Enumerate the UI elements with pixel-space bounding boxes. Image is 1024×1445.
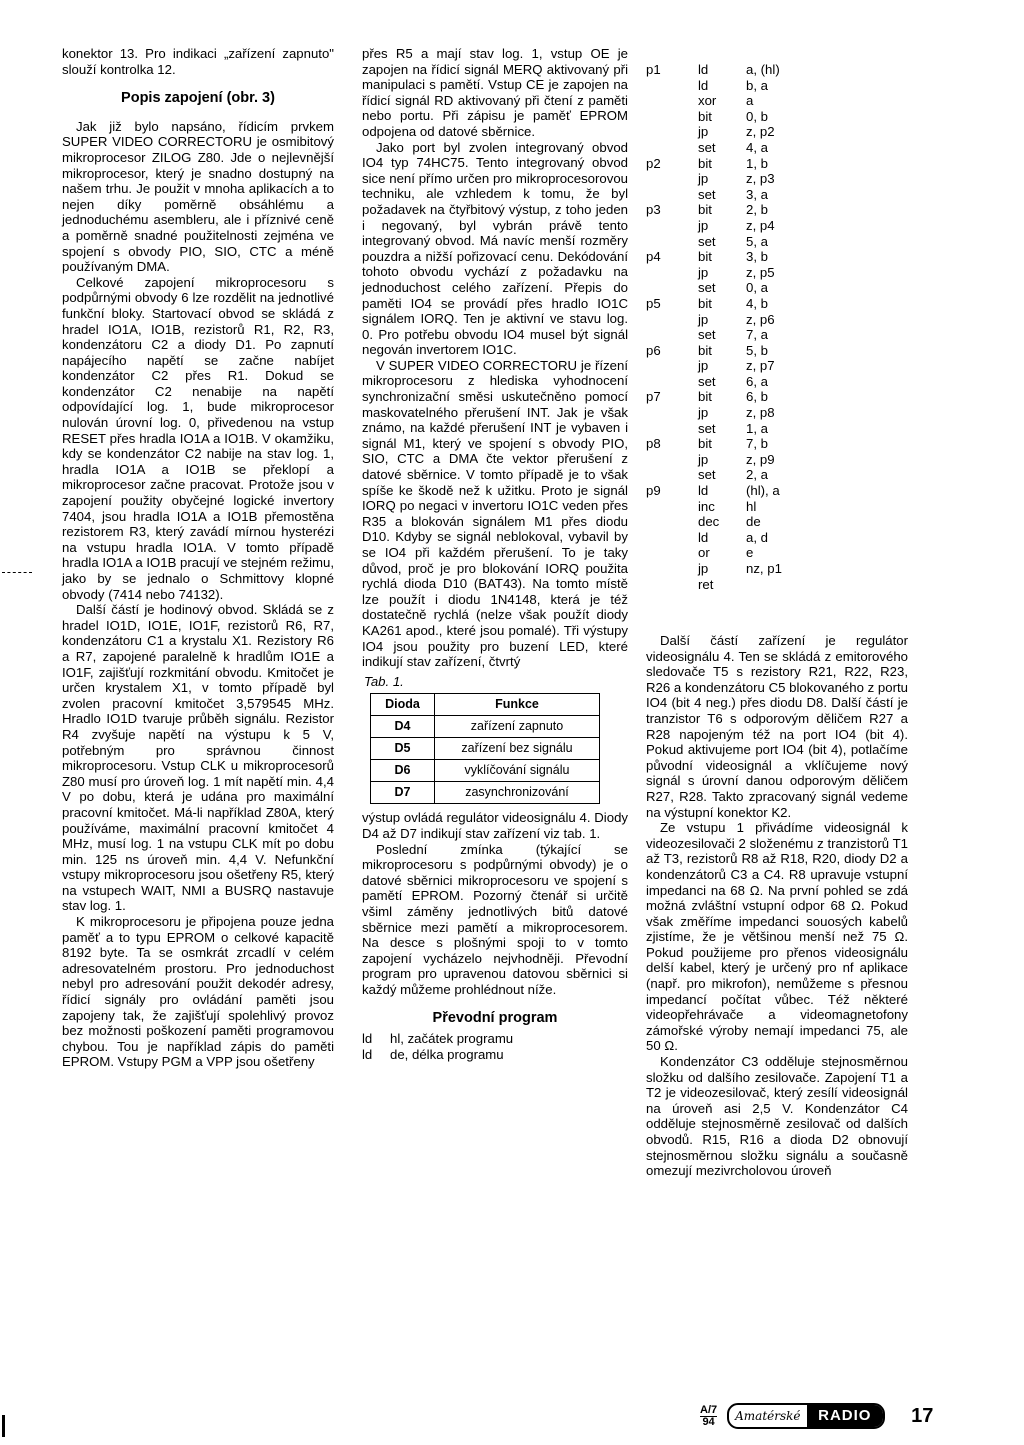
program-label xyxy=(646,327,698,343)
program-op: set xyxy=(698,467,716,483)
program-arg: 6, a xyxy=(746,373,768,389)
table-cell: D6 xyxy=(371,760,435,782)
page-footer xyxy=(700,1402,940,1430)
paragraph: Poslední zmínka (týkající se mikroprocesoru s podpůrnými obvody) je o datové sběrnici mikroprocesoru ve spojení s pamětí EPROM. Pozorný čtenář si určitě všiml záměny jednotlivých bitů datové sběrnice mezi pamětí a mikroprocesorem. Na desce s plošnými spoji to v tomto zapojení vycházelo nejvhodněji. Převodní program pro upravenou datovou sběrnici si každý můžeme prohlédnout níže. xyxy=(362,841,628,997)
program-arg: 3, a xyxy=(746,186,768,202)
program-heading: Převodní program xyxy=(432,1010,558,1027)
table-cell: D4 xyxy=(371,716,435,738)
program-op: bit xyxy=(698,108,712,124)
program-op: ld xyxy=(698,483,709,499)
program-op: jp xyxy=(698,405,709,421)
issue-number xyxy=(700,1405,717,1428)
program-label xyxy=(646,452,698,468)
program-op: bit xyxy=(698,202,712,218)
program-arg: 0, b xyxy=(746,108,768,124)
table-cell: zasynchronizování xyxy=(435,782,600,804)
margin-mark xyxy=(2,1415,5,1437)
program-arg: 5, a xyxy=(746,233,768,249)
paragraph: výstup ovládá regulátor videosignálu 4. Diody D4 až D7 indikují stav zařízení viz tab. 1. xyxy=(362,810,628,841)
program-op: jp xyxy=(698,358,709,374)
program-arg: 4, b xyxy=(746,295,768,311)
margin-mark xyxy=(2,572,32,573)
program-op: bit xyxy=(698,155,712,171)
magazine-logo xyxy=(727,1403,885,1429)
program-op: bit xyxy=(698,295,712,311)
program-label xyxy=(646,265,698,281)
program-label: p9 xyxy=(646,483,661,499)
program-op: set xyxy=(698,186,716,202)
program-label xyxy=(646,78,698,94)
paragraph: Další částí zařízení je regulátor videosignálu 4. Ten se skládá z emitorového sledovače T5 s rezistory R21, R22, R23, R26 a kondenzátoru C5 blokovaného z portu IO4 (bit 4 neg.) přes diodu D8. Další částí je tranzistor T6 s odporovým děličem R27 a R28 napojeným též na port IO4 (bit 4). Pokud aktivujeme port IO4 (bit 4), potlačíme původní videosignál a vklíčujeme nový signál s úrovní danou odporovým děličem R27, R28. Takto zpracovaný signál vedeme na výstupní konektor K2. xyxy=(646,633,908,820)
program-label: p1 xyxy=(646,62,661,77)
program-op: ld xyxy=(698,77,709,93)
program-op: jp xyxy=(698,171,709,187)
program-op: set xyxy=(698,373,716,389)
paragraph: Další částí je hodinový obvod. Skládá se z hradel IO1D, IO1E, IO1F, rezistorů R6, R7, kondenzátoru C1 a krystalu X1. Rezistory R6 a R7, zapojené paralelně k hradlům IO1E a IO1F, zajišťují rozkmitání obvodu. Kmitočet je určen krystalem X1, v tomto případě byl zvolen pracovní kmitočet 3,579545 MHz. Hradlo IO1D tvaruje průběh signálu. Rezistor R4 zvyšuje napětí na výstupu k 5 V, potřebným pro správnou činnost mikroprocesoru. Vstup CLK u mikroprocesorů Z80 musí pro úroveň log. 1 mít napětí min. 4,4 V po dobu, která je udána pro maximální pracovní kmitočet. Má-li například Z80A, který používáme, maximální pracovní kmitočet 4 MHz, musí log. 1 na vstupu CLK mít po dobu min. 125 ns úroveň min. 4,4 V. Nefunkční vstupy mikroprocesoru jsou ošetřeny R5, který na vstupech WAIT, NMI a BUSRQ nastavuje stav log. 1. xyxy=(62,602,334,914)
program-label xyxy=(646,530,698,546)
program-label xyxy=(646,234,698,250)
table-header-row xyxy=(371,694,600,716)
program-label xyxy=(646,171,698,187)
column-2 xyxy=(362,46,628,1062)
program-label: p3 xyxy=(646,202,661,218)
logo-bold: RADIO xyxy=(807,1405,884,1427)
section-heading: Popis zapojení (obr. 3) xyxy=(121,90,275,107)
program-arg: a xyxy=(746,93,754,109)
program-label xyxy=(646,405,698,421)
program-arg: hl xyxy=(746,498,757,514)
program-arg: z, p3 xyxy=(746,171,775,187)
program-op: ret xyxy=(698,576,714,592)
program-arg: 2, a xyxy=(746,467,768,483)
program-label xyxy=(646,140,698,156)
table-cell: D5 xyxy=(371,738,435,760)
table-row xyxy=(371,782,600,804)
program-op: ld xyxy=(698,529,709,545)
program-label xyxy=(646,93,698,109)
program-label: p6 xyxy=(646,342,661,358)
table-row xyxy=(371,716,600,738)
program-op: jp xyxy=(698,124,709,140)
issue-top: A/7 xyxy=(700,1403,718,1416)
program-label xyxy=(646,187,698,203)
program-arg: 7, a xyxy=(746,327,768,343)
program-arg: de xyxy=(746,514,761,530)
program-listing xyxy=(646,62,908,592)
program-op: ld xyxy=(362,1046,373,1062)
table-header: Funkce xyxy=(435,694,600,716)
program-arg: de, délka programu xyxy=(390,1046,504,1062)
program-arg xyxy=(746,577,908,593)
paragraph: K mikroprocesoru je připojena pouze jedna paměť a to typu EPROM o celkové kapacitě 8192 byte. Ta se osmkrát zrcadlí v celém adresovatelném prostoru. Pro jednoduchost nebyl pro adresování použit dekodér adresy, řídicí signály pro ovládání paměti jsou zapojeny tak, že zajišťují spolehlivý provoz bez možnosti poškození paměti programovou chybou. Tou je například zápis do paměti EPROM. Vstupy PGM a VPP jsou ošetřeny xyxy=(62,914,334,1070)
page-number: 17 xyxy=(911,1404,934,1427)
paragraph: V SUPER VIDEO CORRECTORU je řízení mikroprocesoru z hlediska vyhodnocení synchronizační směsi uskutečněno pomocí maskovatelného přerušení INT. Jak je však známo, na každé přerušení INT je vybaven i signál M1, který ve spojení s obvody PIO, SIO, CTC a DMA čte vektor přerušení z datové sběrnice. V tomto případě je to však spíše ke škodě než k užitku. Proto je signál IORQ po negaci v invertoru IO1C veden přes R35 a blokován signálem M1 přes diodu D10. Kdyby se signál neblokoval, vybavil by se IO4 při každém přerušení. To je taky důvod, proč je pro blokování IORQ použita rychlá dioda D10 (BAT43). Na tomto místě lze použít i diodu 1N4148, která je též dostatečně rychlá (nelze však použít diody KA261 apod., které jsou pomalé). Tři výstupy IO4 jsou použity pro buzení LED, které indikují stav zařízení, čtvrtý xyxy=(362,357,628,670)
table-row xyxy=(371,760,600,782)
table-caption: Tab. 1. xyxy=(364,673,404,689)
program-arg: (hl), a xyxy=(746,483,780,499)
paragraph: Jako port byl zvolen integrovaný obvod IO4 typ 74HC75. Tento integrovaný obvod sice není přímo určen pro mikroprocesorovou techniku, ale vzhledem k tomu, že byl požadavek na čtyřbitový výstup, z toho jeden i negovaný, byl vybrán právě tento integrovaný obvod. Má navíc menší rozměry pouzdra a nižší pořizovací cenu. Dekódování tohoto obvodu vychází z požadavku na jednoduchost celého zařízení. Přepis do paměti IO4 se provádí přes hradlo IO1C signálem IORQ. Ten je aktivní ve stavu log. 0. Pro potřebu obvodu IO4 musel být signál negován invertorem IO1C. xyxy=(362,139,628,358)
program-label xyxy=(646,374,698,390)
program-label xyxy=(646,514,698,530)
table-cell: D7 xyxy=(371,782,435,804)
program-op: jp xyxy=(698,451,709,467)
program-arg: 2, b xyxy=(746,202,768,218)
program-label: p2 xyxy=(646,155,661,171)
program-label xyxy=(646,545,698,561)
program-op: bit xyxy=(698,249,712,265)
program-op: jp xyxy=(698,217,709,233)
program-arg: 6, b xyxy=(746,389,768,405)
program-label xyxy=(646,467,698,483)
program-arg: b, a xyxy=(746,77,768,93)
program-op: or xyxy=(698,545,710,561)
program-op: set xyxy=(698,420,716,436)
issue-bottom: 94 xyxy=(700,1416,717,1428)
program-label: p8 xyxy=(646,436,661,452)
program-op: inc xyxy=(698,498,715,514)
program-op: bit xyxy=(698,436,712,452)
program-arg: e xyxy=(746,545,754,561)
program-arg: a, d xyxy=(746,529,768,545)
program-op: jp xyxy=(698,311,709,327)
paragraph: konektor 13. Pro indikaci „zařízení zapnuto" slouží kontrolka 12. xyxy=(62,46,334,77)
table-cell: zařízení bez signálu xyxy=(435,738,600,760)
program-label xyxy=(646,280,698,296)
program-op: ld xyxy=(362,1031,373,1047)
program-arg: z, p6 xyxy=(746,311,775,327)
program-op: ld xyxy=(698,62,709,77)
program-arg: 3, b xyxy=(746,249,768,265)
program-op: bit xyxy=(698,342,712,358)
program-label xyxy=(646,577,698,593)
program-label xyxy=(646,421,698,437)
program-arg: a, (hl) xyxy=(746,62,780,77)
table-row xyxy=(371,738,600,760)
program-arg: 1, b xyxy=(746,155,768,171)
program-op: bit xyxy=(698,389,712,405)
paragraph: přes R5 a mají stav log. 1, vstup OE je zapojen na řídicí signál MERQ aktivovaný při manipulaci s pamětí. Vstup CE je zapojen na řídicí signál RD aktivovaný při čtení z paměti nebo portu. Při zápisu je paměť EPROM odpojena od datové sběrnice. xyxy=(362,46,628,139)
program-arg: 5, b xyxy=(746,342,768,358)
program-op: dec xyxy=(698,514,720,530)
program-arg: z, p2 xyxy=(746,124,775,140)
paragraph: Jak již bylo napsáno, řídicím prvkem SUPER VIDEO CORRECTORU je osmibitový mikroprocesor ZILOG Z80. Jde o nejlevnější mikroprocesor, který je snadno dostupný na našem trhu. Je použit v mnoha aplikacích a to nejen díky poměrně obsáhlému a jednoduchému asembleru, ale i příznivé ceně a poměrně snadné použitelnosti zejména ve spojení s obvody PIO, SIO, CTC a méně používaným DMA. xyxy=(62,118,334,275)
program-arg: z, p7 xyxy=(746,358,775,374)
paragraph: Celkové zapojení mikroprocesoru s podpůrnými obvody 6 lze rozdělit na jednotlivé funkční bloky. Startovací obvod se skládá z hradel IO1A, IO1B, rezistorů R1, R2, R3, kondenzátoru C2 a diody D1. Po zapnutí napájecího napětí se začne nabíjet kondenzátor C2 přes R1. Dokud se kondenzátor C2 nenabije na napětí odpovídající log. 1, bude mikroprocesor nulován úrovní log. 0, přivedenou na vstup RESET přes hradla IO1A a IO1B. V okamžiku, kdy se kondenzátor C2 nabije na stav log. 1, hradla IO1A a IO1B se překlopí a mikroprocesor začne pracovat. Protože jsou v zapojení použity obyčejné logické invertory 7404, jsou hradla IO1A a IO1B přemostěna rezistorem R3, který zavádí mírnou hysterézi na vstupu hradla IO1A. V tomto případě hradla IO1A a IO1B pracují ve stejném režimu, jako by se jednalo o Schmittovy klopné obvody (7414 nebo 74132). xyxy=(62,274,334,602)
paragraph: Ze vstupu 1 přivádíme videosignál k videozesilovači 2 složenému z tranzistorů T1 až T3, rezistorů R8 až R18, R20, diody D2 a kondenzátorů C3 a C4. R8 upravuje vstupní impedanci na 68 Ω. Na první pohled se zdá možná zvláštní vstupní odpor 68 Ω. Pokud však změříme impedanci souosých kabelů zjistíme, že je většinou menší než 75 Ω. Pokud použijeme pro přenos videosignálu delší kabel, který je určený pro nf aplikace (např. pro mikrofon), nemůžeme s přesnou impedancí počítat vůbec. Též některé videopřehrávače a videomagnetofony zámořské výroby nemají impedanci 75, ale 50 Ω. xyxy=(646,820,908,1054)
program-label: p4 xyxy=(646,249,661,265)
column-3 xyxy=(646,633,908,1179)
paragraph: Kondenzátor C3 odděluje stejnosměrnou složku od dalšího zesilovače. Zapojení T1 a T2 je videozesilovač, který zesílí videosignál na úroveň asi 2,5 V. Kondenzátor C4 odděluje stejnosměrně zesilovač od dalších obvodů. R15, R16 a dioda D2 obnovují stejnosměrnou složku signálu a současně omezují mezivrcholovou úroveň xyxy=(646,1054,908,1179)
program-op: set xyxy=(698,139,716,155)
program-label xyxy=(646,124,698,140)
program-label xyxy=(646,358,698,374)
program-arg: 4, a xyxy=(746,139,768,155)
program-op: jp xyxy=(698,561,709,576)
program-arg: z, p4 xyxy=(746,217,775,233)
program-arg: 7, b xyxy=(746,436,768,452)
column-1 xyxy=(62,46,334,1070)
program-arg: 1, a xyxy=(746,420,768,436)
program-label: p7 xyxy=(646,389,661,405)
program-arg: hl, začátek programu xyxy=(390,1031,514,1047)
logo-script: Amatérské xyxy=(735,1409,801,1423)
program-op: set xyxy=(698,327,716,343)
program-arg: nz, p1 xyxy=(746,561,782,576)
program-arg: z, p9 xyxy=(746,451,775,467)
program-op: xor xyxy=(698,93,717,109)
program-arg: z, p8 xyxy=(746,405,775,421)
program-arg: 0, a xyxy=(746,280,768,296)
table-header: Dioda xyxy=(371,694,435,716)
program-label xyxy=(646,312,698,328)
program-label xyxy=(646,499,698,515)
program-op: set xyxy=(698,233,716,249)
program-label xyxy=(646,109,698,125)
diode-table xyxy=(370,693,600,804)
program-label: p5 xyxy=(646,295,661,311)
program-intro xyxy=(362,1031,628,1062)
table-cell: zařízení zapnuto xyxy=(435,716,600,738)
program-label xyxy=(646,218,698,234)
table-cell: vyklíčování signálu xyxy=(435,760,600,782)
program-label xyxy=(646,561,698,577)
program-op: set xyxy=(698,280,716,296)
program-op: jp xyxy=(698,264,709,280)
program-arg: z, p5 xyxy=(746,264,775,280)
